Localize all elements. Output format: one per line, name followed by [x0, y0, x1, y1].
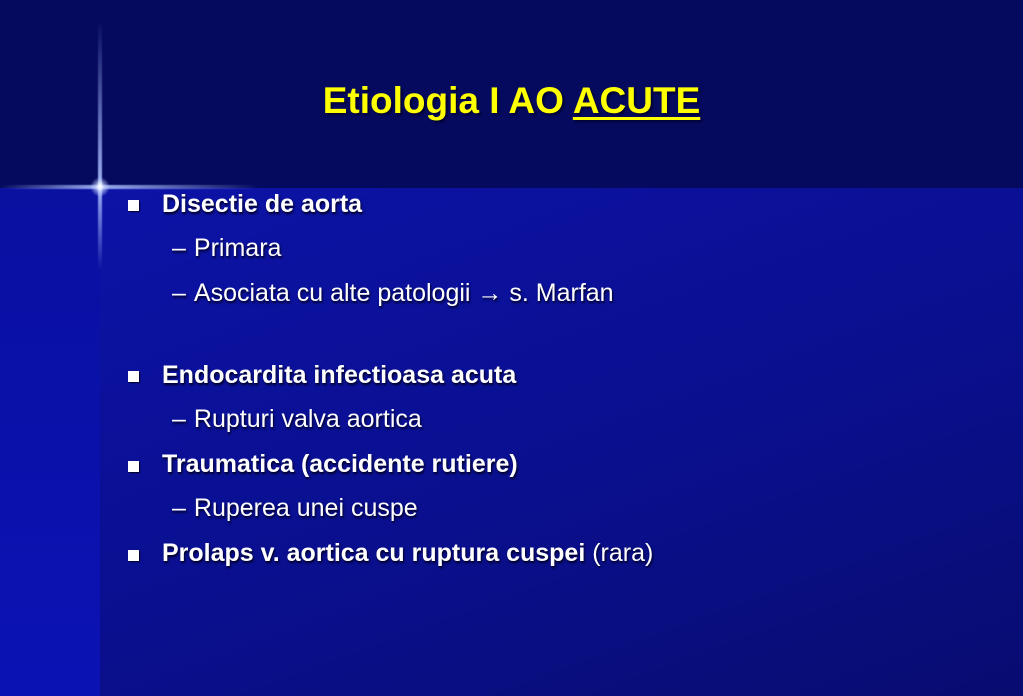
list-item-level1	[162, 190, 362, 219]
title-prefix: Etiologia I AO	[322, 80, 573, 121]
light-flare-core	[90, 177, 110, 197]
content-area	[100, 188, 1023, 696]
light-flare-horizontal	[0, 185, 260, 189]
list-item-text-after-arrow: s. Marfan	[509, 279, 614, 307]
slide-title	[0, 80, 1023, 122]
bullet-square-icon	[128, 550, 139, 561]
list-item-text: Asociata cu alte patologii	[193, 279, 471, 307]
list-item-text: Disectie de aorta	[162, 190, 363, 218]
left-band	[0, 188, 100, 696]
list-item-text: Rupturi valva aortica	[193, 405, 422, 433]
dash-marker: –	[172, 405, 186, 433]
list-item-text: Traumatica (accidente rutiere)	[162, 450, 518, 478]
list-item-level2	[172, 234, 281, 263]
dash-marker: –	[172, 494, 186, 522]
list-item-level2	[172, 279, 614, 308]
dash-marker: –	[172, 279, 186, 307]
bullet-square-icon	[128, 200, 139, 211]
list-item-text: Prolaps v. aortica cu ruptura cuspei	[162, 539, 586, 567]
list-item-level1	[162, 361, 516, 390]
light-flare-vertical	[98, 20, 102, 270]
list-item-text: Ruperea unei cuspe	[193, 494, 418, 522]
title-emphasis: ACUTE	[572, 80, 701, 121]
list-item-text: Endocardita infectioasa acuta	[162, 361, 517, 389]
bullet-square-icon	[128, 371, 139, 382]
list-item-level1	[162, 539, 653, 568]
list-item-suffix: (rara)	[592, 539, 654, 567]
list-item-level2	[172, 405, 422, 434]
dash-marker: –	[172, 234, 186, 262]
list-item-level2	[172, 494, 418, 523]
list-item-text: Primara	[193, 234, 282, 262]
arrow-right-icon: →	[477, 279, 503, 307]
list-item-level1	[162, 450, 518, 479]
bullet-square-icon	[128, 461, 139, 472]
